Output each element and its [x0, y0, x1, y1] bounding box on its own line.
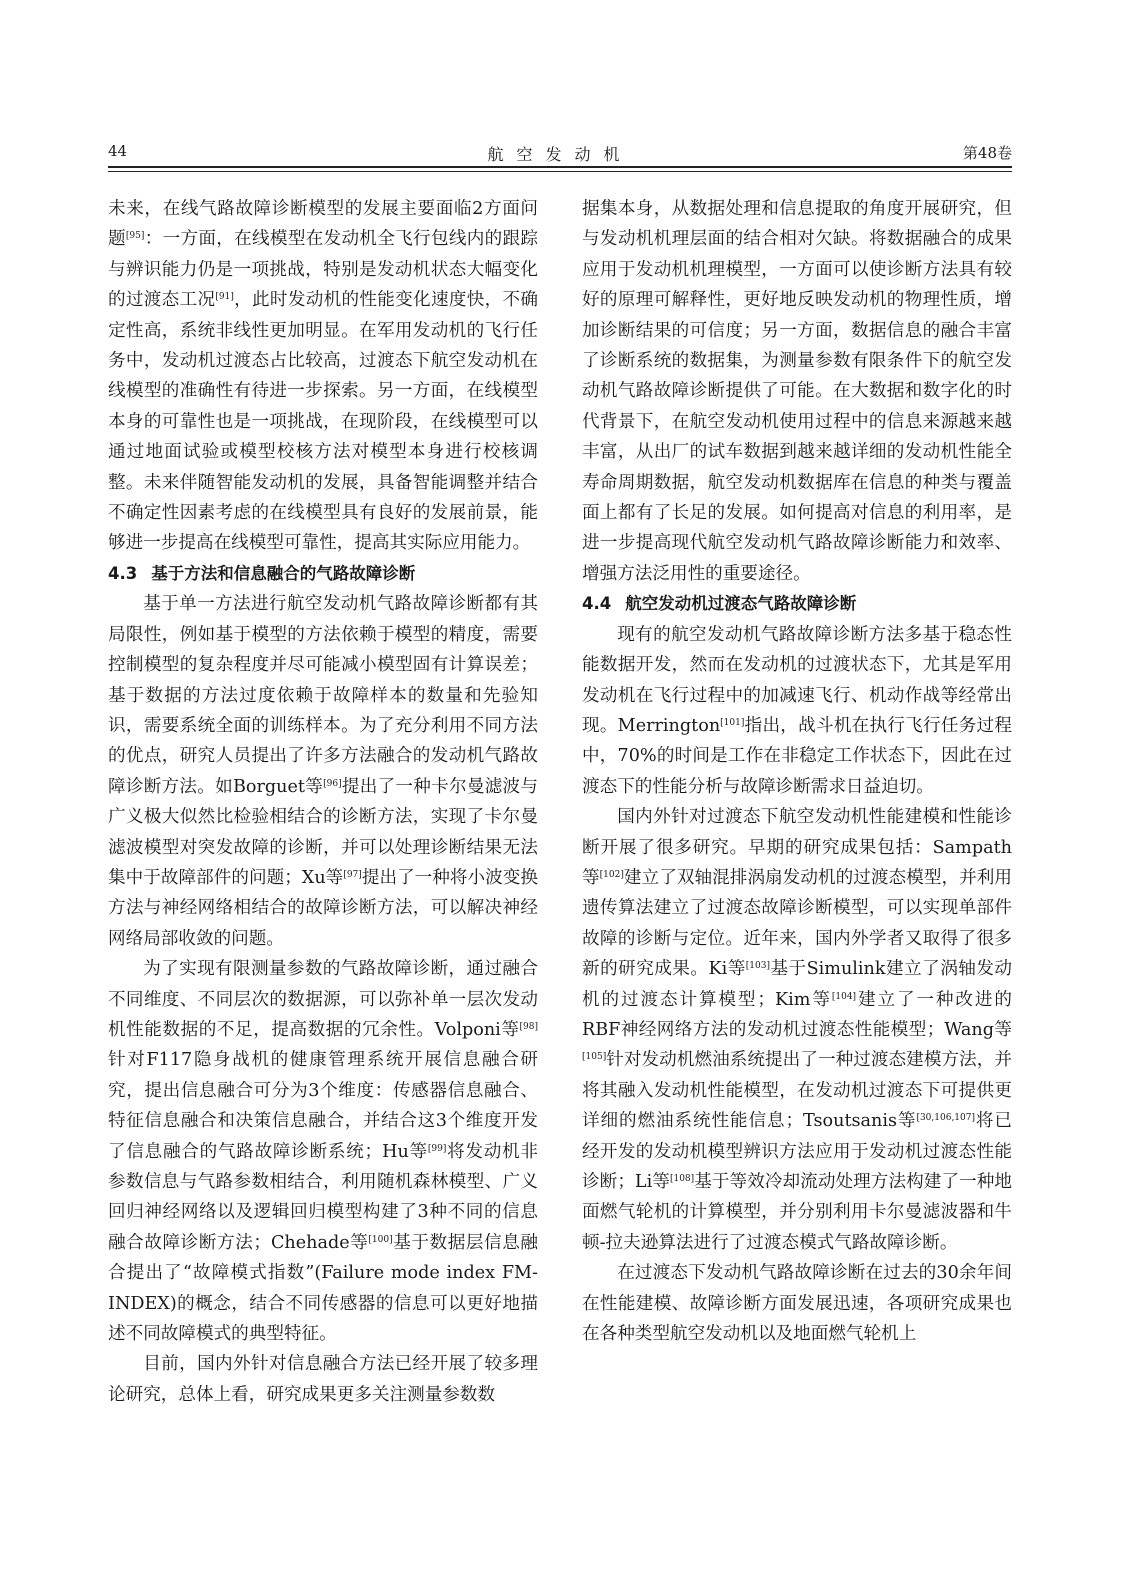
citation: [108]: [669, 1174, 695, 1184]
paragraph-transient-research: 国内外针对过渡态下航空发动机性能建模和性能诊断开展了很多研究。早期的研究成果包括：Sampath等[102]建立了双轴混排涡扇发动机的过渡态模型，并利用遗传算法建立了过渡态故障诊断模型，可以实现单部件故障的诊断与定位。近年来，国内外学者又取得了很多新的研究成果。Ki等[103]基于Simulink建立了涡轴发动机的过渡态计算模型；Kim等[104]建立了一种改进的RBF神经网络方法的发动机过渡态性能模型；Wang等[105]针对发动机燃油系统提出了一种过渡态建模方法，并将其融入发动机性能模型，在发动机过渡态下可提供更详细的燃油系统性能信息；Tsoutsanis等[30,106,107]将已经开发的发动机模型辨识方法应用于发动机过渡态性能诊断；Li等[108]基于等效冷却流动处理方法构建了一种地面燃气轮机的计算模型，并分别利用卡尔曼滤波器和牛顿-拉夫逊算法进行了过渡态模式气路故障诊断。: [582, 807, 1012, 1253]
paragraph-transient-intro: 现有的航空发动机气路故障诊断方法多基于稳态性能数据开发，然而在发动机的过渡状态下，尤其是军用发动机在飞行过程中的加减速飞行、机动作战等经常出现。Merrington[101]指出，战斗机在执行飞行任务过程中，70%的时间是工作在非稳定工作状态下，因此在过渡态下的性能分析与故障诊断需求日益迫切。: [582, 624, 1012, 797]
citation: [91]: [215, 292, 234, 303]
citation: [99]: [427, 1143, 447, 1154]
paragraph-fusion-summary-cont: 据集本身，从数据处理和信息提取的角度开展研究，但与发动机机理层面的结合相对欠缺。将数据融合的成果应用于发动机机理模型，一方面可以使诊断方法具有较好的原理可解释性，更好地反映发动机的物理性质，增加诊断结果的可信度；另一方面，数据信息的融合丰富了诊断系统的数据集，为测量参数有限条件下的航空发动机气路故障诊断提供了可能。在大数据和数字化的时代背景下，在航空发动机使用过程中的信息来源越来越丰富，从出厂的试车数据到越来越详细的发动机性能全寿命周期数据，航空发动机数据库在信息的种类与覆盖面上都有了长足的发展。如何提高对信息的利用率，是进一步提高现代航空发动机气路故障诊断能力和效率、增强方法泛用性的重要途径。: [582, 199, 1012, 584]
citation: [98]: [519, 1021, 538, 1032]
running-header: [108, 142, 1012, 168]
left-column: [108, 194, 538, 1410]
citation: [30,106,107]: [916, 1113, 975, 1124]
header-rule-thick: [108, 166, 1012, 168]
paragraph-information-fusion: 为了实现有限测量参数的气路故障诊断，通过融合不同维度、不同层次的数据源，可以弥补单一层次发动机性能数据的不足，提高数据的冗余性。Volponi等[98]针对F117隐身战机的健康管理系统开展信息融合研究，提出信息融合可分为3个维度：传感器信息融合、特征信息融合和决策信息融合，并结合这3个维度开发了信息融合的气路故障诊断系统；Hu等[99]将发动机非参数信息与气路参数相结合，利用随机森林模型、广义回归神经网络以及逻辑回归模型构建了3种不同的信息融合故障诊断方法；Chehade等[100]基于数据层信息融合提出了“故障模式指数”(Failure mode index FM-INDEX)的概念，结合不同传感器的信息可以更好地描述不同故障模式的典型特征。: [108, 959, 538, 1345]
paragraph-method-fusion: 基于单一方法进行航空发动机气路故障诊断都有其局限性，例如基于模型的方法依赖于模型的精度，需要控制模型的复杂程度并尽可能减小模型固有计算误差；基于数据的方法过度依赖于故障样本的数量和先验知识，需要系统全面的训练样本。为了充分利用不同方法的优点，研究人员提出了许多方法融合的发动机气路故障诊断方法。如Borguet等[96]提出了一种卡尔曼滤波与广义极大似然比检验相结合的诊断方法，实现了卡尔曼滤波模型对突发故障的诊断，并可以处理诊断结果无法集中于故障部件的问题；Xu等[97]提出了一种将小波变换方法与神经网络相结合的故障诊断方法，可以解决神经网络局部收敛的问题。: [108, 594, 538, 949]
journal-title: 航空发动机: [487, 145, 633, 164]
paragraph-fusion-summary-start: 目前，国内外针对信息融合方法已经开展了较多理论研究，总体上看，研究成果更多关注测量参数数: [108, 1354, 538, 1405]
citation: [100]: [368, 1234, 393, 1245]
section-heading-4-4: 4.4 航空发动机过渡态气路故障诊断: [582, 594, 857, 614]
citation: [95]: [125, 231, 145, 242]
section-heading-4-3: 4.3 基于方法和信息融合的气路故障诊断: [108, 563, 416, 583]
citation: [101]: [720, 717, 745, 728]
citation: [104]: [831, 991, 857, 1002]
volume-label: 第48卷: [962, 144, 1012, 162]
citation: [103]: [745, 961, 770, 972]
citation: [96]: [323, 778, 342, 789]
citation: [97]: [343, 869, 362, 880]
citation: [102]: [599, 869, 624, 880]
right-column: [582, 194, 1012, 1349]
citation: [105]: [582, 1052, 607, 1063]
paragraph-online-model-outlook: 未来，在线气路故障诊断模型的发展主要面临2方面问题[95]：一方面，在线模型在发动机全飞行包线内的跟踪与辨识能力仍是一项挑战，特别是发动机状态大幅变化的过渡态工况[91]，此时发动机的性能变化速度快，不确定性高，系统非线性更加明显。在军用发动机的飞行任务中，发动机过渡态占比较高，过渡态下航空发动机在线模型的准确性有待进一步探索。另一方面，在线模型本身的可靠性也是一项挑战，在现阶段，在线模型可以通过地面试验或模型校核方法对模型本身进行校核调整。未来伴随智能发动机的发展，具备智能调整并结合不确定性因素考虑的在线模型具有良好的发展前景，能够进一步提高在线模型可靠性，提高其实际应用能力。: [108, 199, 538, 554]
header-rule-thin: [108, 171, 1012, 172]
paragraph-transient-outlook-start: 在过渡态下发动机气路故障诊断在过去的30余年间在性能建模、故障诊断方面发展迅速，各项研究成果也在各种类型航空发动机以及地面燃气轮机上: [582, 1263, 1012, 1345]
page-number: 44: [108, 142, 128, 160]
